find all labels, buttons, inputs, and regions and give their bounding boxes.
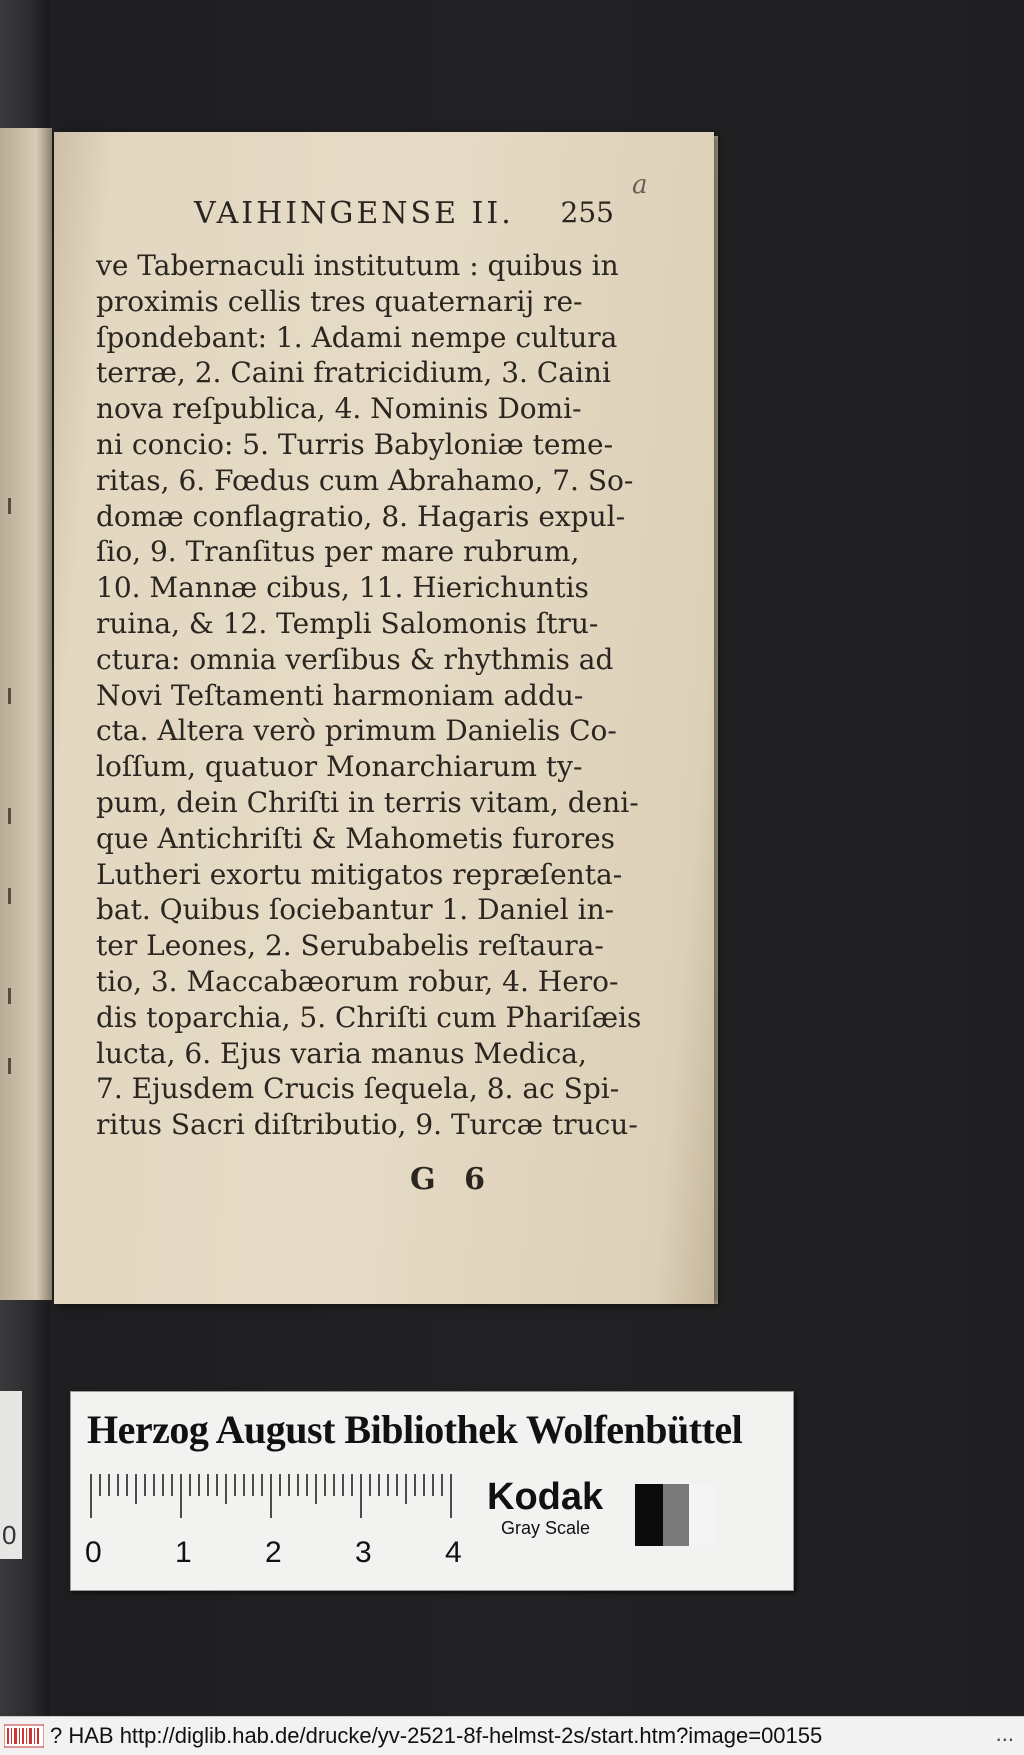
ruler-number: 2 xyxy=(265,1536,282,1569)
text-line: 10. Mannæ cibus, 11. Hierichuntis xyxy=(96,571,589,605)
text-line: ritas, 6. Fœdus cum Abrahamo, 7. So- xyxy=(96,463,634,497)
ruler-ticks xyxy=(87,1474,465,1534)
text-line: loſſum, quatuor Monarchiarum ty- xyxy=(96,750,583,784)
text-line: que Antichriſti & Mahometis furores xyxy=(96,821,616,855)
text-line: pum, dein Chriſti in terris vitam, deni- xyxy=(96,785,639,819)
library-color-card xyxy=(70,1391,794,1591)
text-line: domæ conflagratio, 8. Hagaris expul- xyxy=(96,499,626,533)
text-line: ruina, & 12. Templi Salomonis ſtru- xyxy=(96,606,599,640)
brand-label: Kodak xyxy=(487,1476,604,1518)
text-line: nova reſpublica, 4. Nominis Domi- xyxy=(96,392,582,426)
gray-swatch-white xyxy=(689,1484,715,1546)
ruler-number: 3 xyxy=(355,1536,372,1569)
text-line: ni concio: 5. Turris Babyloniæ teme- xyxy=(96,427,614,461)
more-icon[interactable]: ... xyxy=(995,1721,1014,1746)
signature-mark: G 6 xyxy=(410,1162,485,1197)
text-line: Lutheri exortu mitigatos repræſenta- xyxy=(96,857,623,891)
body-text xyxy=(96,248,642,1143)
text-line: ſio, 9. Tranſitus per mare rubrum, xyxy=(96,535,580,569)
text-line: ritus Sacri diſtributio, 9. Turcæ trucu- xyxy=(96,1108,638,1142)
text-line: tio, 3. Maccabæorum robur, 4. Hero- xyxy=(96,964,619,998)
text-line: dis toparchia, 5. Chriſti cum Phariſæis xyxy=(96,1000,642,1034)
previous-page-edge xyxy=(0,128,52,1300)
gray-swatch-black xyxy=(635,1484,663,1546)
text-line: proximis cellis tres quaternarij re- xyxy=(96,284,583,318)
corner-annotation: a xyxy=(632,170,648,200)
ruler xyxy=(85,1474,465,1569)
status-url[interactable]: ? HAB http://diglib.hab.de/drucke/yv-2521-8f-helmst-2s/start.htm?image=00155 xyxy=(50,1723,823,1748)
status-bar xyxy=(0,1716,1024,1755)
running-head xyxy=(194,196,614,240)
text-line: ſpondebant: 1. Adami nempe cultura xyxy=(96,320,618,354)
ruler-number: 1 xyxy=(175,1536,192,1569)
text-line: 7. Ejusdem Crucis ſequela, 8. ac Spi- xyxy=(96,1072,620,1106)
gray-swatch-mid xyxy=(663,1484,689,1546)
text-line: ve Tabernaculi institutum : quibus in xyxy=(96,249,619,282)
text-line: ctura: omnia verſibus & rhythmis ad xyxy=(96,642,614,676)
text-line: Novi Teſtamenti harmoniam addu- xyxy=(96,678,584,712)
neighbour-card-label: 0 xyxy=(2,1520,17,1550)
ruler-number: 0 xyxy=(85,1536,102,1569)
text-line: ter Leones, 2. Serubabelis reſtaura- xyxy=(96,929,604,963)
barcode-icon xyxy=(4,1723,44,1749)
ruler-number: 4 xyxy=(445,1536,462,1569)
text-line: terræ, 2. Caini fratricidium, 3. Caini xyxy=(96,356,611,390)
page-number: 255 xyxy=(560,196,614,229)
text-line: lucta, 6. Ejus varia manus Medica, xyxy=(96,1036,587,1070)
card-title: Herzog August Bibliothek Wolfenbüttel xyxy=(87,1407,743,1452)
brand-sublabel: Gray Scale xyxy=(501,1518,591,1538)
running-head-title: VAIHINGENSE II. xyxy=(194,196,514,231)
text-line: bat. Quibus ſociebantur 1. Daniel in- xyxy=(96,893,615,927)
text-line: cta. Altera verò primum Danielis Co- xyxy=(96,714,617,748)
